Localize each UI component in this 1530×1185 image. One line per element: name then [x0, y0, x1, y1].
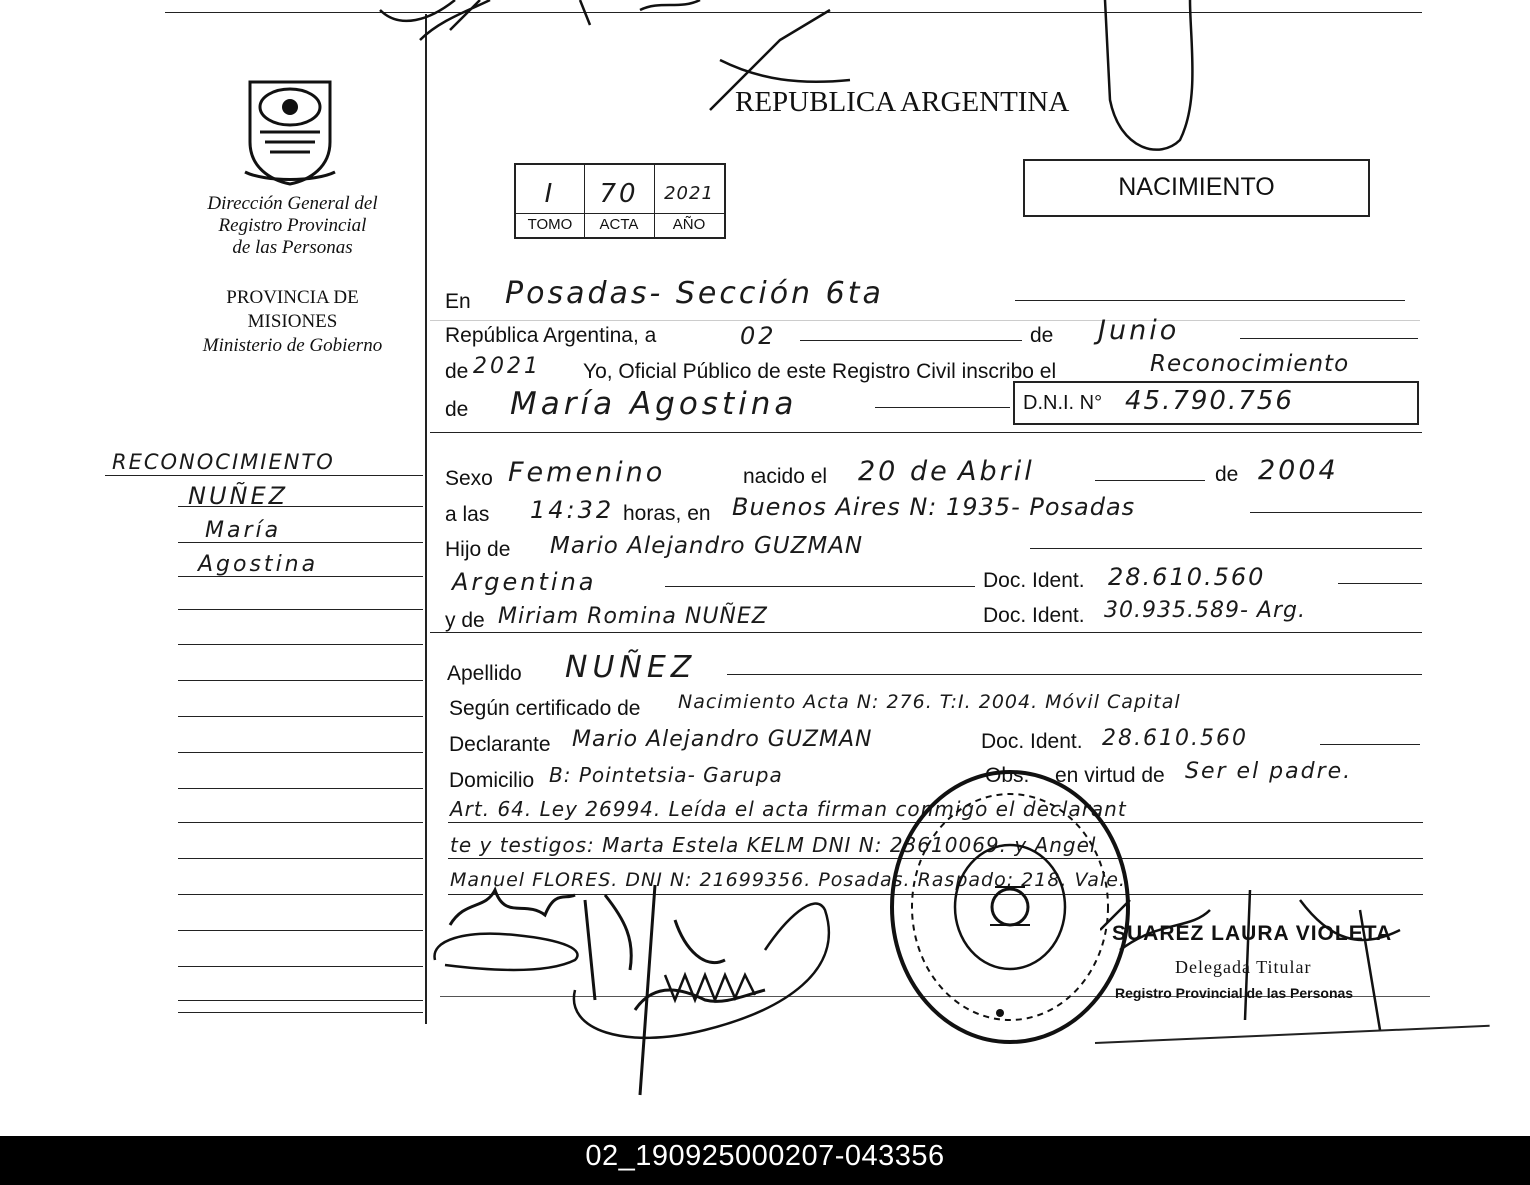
signature-scribbles [425, 880, 855, 1100]
year-value: 2021 [473, 354, 541, 379]
sexo-label: Sexo [445, 467, 493, 490]
nacido-label: nacido el [743, 465, 828, 488]
delegate-name: SUAREZ LAURA VIOLETA [1112, 922, 1393, 945]
birth-month-value: Abril [958, 456, 1035, 487]
dni-box [1013, 381, 1419, 425]
fill-line [1250, 512, 1422, 513]
doc-ident-label-3: Doc. Ident. [981, 730, 1083, 753]
footer-file-id: 02_190925000207-043356 [585, 1140, 945, 1172]
margin-line [178, 930, 423, 931]
fill-line [1338, 583, 1422, 584]
fill-line [1015, 300, 1405, 301]
org-line-1: Dirección General del [207, 193, 378, 214]
padre-doc: 28.610.560 [1108, 563, 1266, 591]
reference-box-divider [516, 213, 724, 214]
en-value: Posadas- Sección 6ta [505, 276, 884, 311]
margin-line [178, 788, 423, 789]
apellido-value: NUÑEZ [565, 650, 697, 685]
province-line-1: PROVINCIA DE [226, 287, 359, 308]
acta-label: ACTA [599, 216, 639, 233]
fill-line [800, 340, 1022, 341]
de-person-label: de [445, 398, 469, 421]
a-las-label: a las [445, 503, 490, 526]
hijo-label: Hijo de [445, 538, 511, 561]
certificado-value: Nacimiento Acta N: 276. T:I. 2004. Móvil Capital [678, 691, 1181, 713]
margin-line [178, 716, 423, 717]
delegate-title: Delegada Titular [1175, 957, 1312, 977]
dni-label: D.N.I. N° [1023, 392, 1103, 414]
margin-line [178, 858, 423, 859]
margin-line [178, 894, 423, 895]
section-rule [430, 320, 1420, 321]
province-line-2: MISIONES [247, 311, 338, 332]
reference-box [514, 163, 726, 239]
margin-line [178, 1000, 423, 1001]
horas-en-label: horas, en [623, 502, 711, 525]
delegate-office: Registro Provincial de las Personas [1115, 985, 1354, 1001]
margin-note-line-2: María [205, 518, 282, 543]
birth-de-label: de [1215, 463, 1239, 486]
obs-value: Ser el padre. [1185, 759, 1353, 784]
margin-line [178, 576, 423, 577]
fill-line [665, 586, 975, 587]
obs-line-2: Art. 64. Ley 26994. Leída el acta firman conmigo el declarant [450, 797, 1127, 821]
declarante-label: Declarante [449, 733, 551, 756]
obs-line-4: Manuel FLORES. DNI N: 21699356. Posadas. Raspado: 218. Vale. [450, 869, 1126, 891]
margin-note-line-3: Agostina [198, 552, 319, 577]
margin-line [178, 822, 423, 823]
margin-note-line-1: NUÑEZ [188, 482, 289, 510]
fill-line [727, 674, 1422, 675]
padre-nacionalidad: Argentina [452, 568, 597, 596]
fill-line [1095, 480, 1205, 481]
domicilio-value: B: Pointetsia- Garupa [549, 763, 783, 787]
fill-line [1030, 548, 1422, 549]
birth-day-value: 20 de [858, 456, 950, 487]
margin-line [178, 506, 423, 507]
margin-line [178, 542, 423, 543]
margin-line [178, 680, 423, 681]
inscribe-value: Reconocimiento [1150, 351, 1350, 377]
de-label: de [1030, 324, 1054, 347]
province-name [165, 286, 420, 358]
person-value: María Agostina [510, 386, 798, 422]
madre-value: Miriam Romina NUÑEZ [498, 604, 768, 629]
domicilio-label: Domicilio [449, 769, 535, 792]
official-seal-icon [885, 765, 1135, 1050]
doc-ident-label-1: Doc. Ident. [983, 569, 1085, 592]
margin-line [178, 966, 423, 967]
oficial-text: Yo, Oficial Público de este Registro Civil inscribo el [583, 360, 1057, 383]
margin-line [178, 752, 423, 753]
republica-label: República Argentina, a [445, 324, 657, 347]
section-rule [430, 432, 1422, 433]
padre-value: Mario Alejandro GUZMAN [550, 533, 864, 559]
sexo-value: Femenino [508, 457, 666, 488]
obs-line-3: te y testigos: Marta Estela KELM DNI N: 23610069. y Angel [450, 833, 1097, 857]
obs-label: Obs. [985, 764, 1030, 787]
certificado-label: Según certificado de [449, 697, 641, 720]
margin-note-title: RECONOCIMIENTO [112, 450, 335, 474]
doc-ident-label-2: Doc. Ident. [983, 604, 1085, 627]
provincial-coat-of-arms-icon [240, 72, 340, 187]
obs-printed: en virtud de [1055, 764, 1165, 787]
day-value: 02 [740, 322, 777, 350]
country-title: REPUBLICA ARGENTINA [735, 86, 1070, 118]
org-line-2: Registro Provincial [218, 215, 367, 236]
top-signature-scrawl [360, 0, 1460, 170]
declarante-value: Mario Alejandro GUZMAN [572, 727, 873, 752]
act-type-box [1023, 159, 1370, 217]
margin-line [178, 644, 423, 645]
declarante-doc: 28.610.560 [1102, 726, 1248, 751]
en-label: En [445, 290, 471, 313]
de-year-label: de [445, 360, 469, 383]
ministry-name: Ministerio de Gobierno [202, 335, 383, 356]
fill-line [1320, 744, 1420, 745]
dni-value: 45.790.756 [1125, 386, 1294, 416]
org-name [165, 193, 420, 259]
tomo-value: I [544, 179, 556, 209]
lugar-value: Buenos Aires N: 1935- Posadas [732, 493, 1136, 521]
act-type-label: NACIMIENTO [1118, 173, 1275, 201]
madre-doc: 30.935.589- Arg. [1104, 598, 1306, 623]
birth-year-value: 2004 [1258, 455, 1339, 486]
apellido-label: Apellido [447, 662, 522, 685]
margin-line [178, 1012, 423, 1013]
anio-label: AÑO [672, 216, 706, 233]
acta-value: 70 [599, 179, 639, 209]
fill-line [875, 407, 1010, 408]
section-rule [430, 632, 1422, 633]
margin-note-underline [105, 475, 423, 476]
hora-value: 14:32 [530, 496, 615, 524]
margin-line [178, 609, 423, 610]
y-de-label: y de [445, 609, 485, 632]
org-line-3: de las Personas [232, 237, 353, 258]
tomo-label: TOMO [527, 216, 573, 233]
fill-line [1240, 338, 1418, 339]
month-value: Junio [1098, 315, 1180, 346]
anio-value: 2021 [664, 183, 714, 204]
